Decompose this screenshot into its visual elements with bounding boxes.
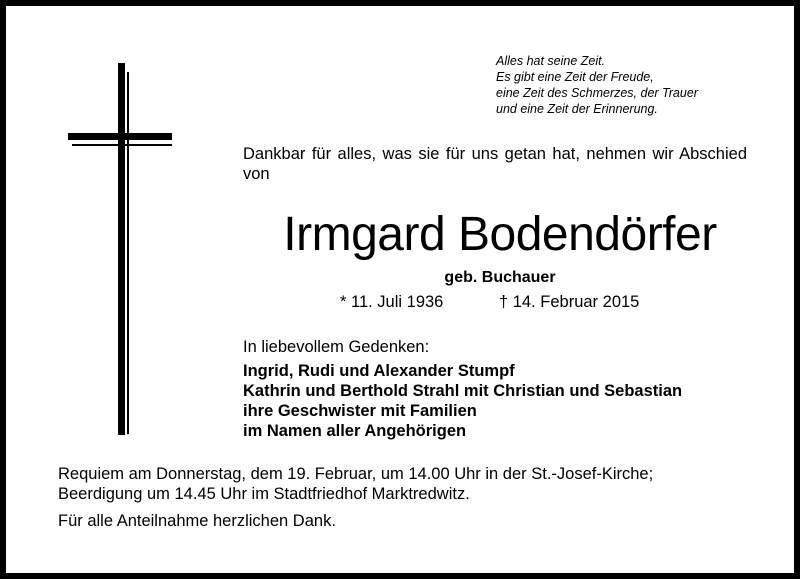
mourner-line: im Namen aller Angehörigen [243,422,467,440]
intro-text: Dankbar für alles, was sie für uns getan hat, nehmen wir Abschied von [243,145,747,183]
service-line: Beerdigung um 14.45 Uhr im Stadtfriedhof Marktredwitz. [58,485,470,503]
deceased-name: Irmgard Bodendörfer [283,208,717,261]
poem-line: und eine Zeit der Erinnerung. [496,102,658,116]
death-date: † 14. Februar 2015 [499,293,640,311]
service-line: Requiem am Donnerstag, dem 19. Februar, um 14.00 Uhr in der St.-Josef-Kirche; [58,465,654,483]
mourners-list [243,361,763,441]
memory-label: In liebevollem Gedenken: [243,338,430,356]
poem-line: eine Zeit des Schmerzes, der Trauer [496,86,698,100]
mourner-line: ihre Geschwister mit Familien [243,402,477,420]
mourner-line: Kathrin und Berthold Strahl mit Christian und Sebastian [243,382,683,400]
birth-date: * 11. Juli 1936 [340,293,444,311]
mourner-line: Ingrid, Rudi und Alexander Stumpf [243,362,515,380]
poem-line: Alles hat seine Zeit. [496,54,606,68]
poem-line: Es gibt eine Zeit der Freude, [496,70,654,84]
thanks-text: Für alle Anteilnahme herzlichen Dank. [58,512,336,530]
birth-name: geb. Buchauer [444,269,556,286]
poem [496,53,776,117]
service-info [58,464,778,504]
